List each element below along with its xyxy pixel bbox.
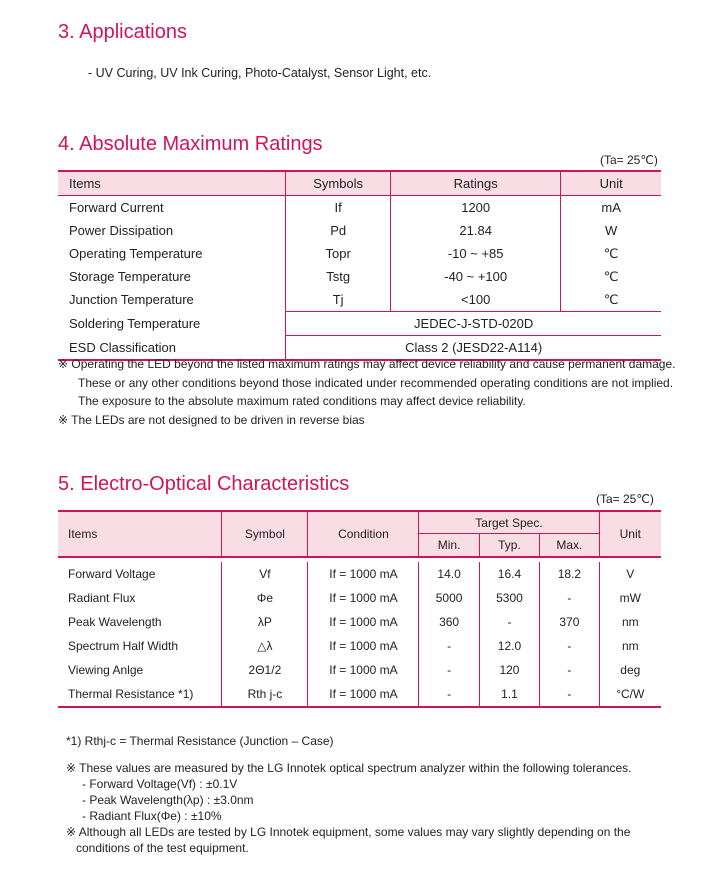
- cell-symbol: Topr: [286, 242, 391, 265]
- cell-min: 360: [419, 610, 479, 634]
- cell-min: -: [419, 634, 479, 658]
- header-items: Items: [58, 511, 222, 557]
- note-line: The exposure to the absolute maximum rated conditions may affect device reliability.: [78, 394, 526, 408]
- cell-typ: 16.4: [479, 562, 539, 586]
- note-line: - Radiant Flux(Φe) : ±10%: [82, 809, 222, 823]
- table-row: [58, 610, 661, 634]
- cell-max: -: [540, 634, 599, 658]
- cell-unit: ℃: [561, 242, 661, 265]
- ratings-condition: (Ta= 25℃): [600, 153, 658, 167]
- cell-symbol: Φe: [222, 586, 308, 610]
- table-row: [58, 682, 661, 707]
- cell-max: 370: [540, 610, 599, 634]
- header-max: Max.: [540, 534, 599, 558]
- cell-symbol: Pd: [286, 219, 391, 242]
- cell-item: Thermal Resistance *1): [58, 682, 222, 707]
- cell-rating: 21.84: [391, 219, 561, 242]
- note-line: ※ These values are measured by the LG Innotek optical spectrum analyzer within the following tolerances.: [66, 761, 632, 775]
- cell-unit: °C/W: [599, 682, 661, 707]
- cell-unit: nm: [599, 610, 661, 634]
- cell-max: -: [540, 682, 599, 707]
- cell-item: Peak Wavelength: [68, 615, 162, 629]
- header-min: Min.: [419, 534, 479, 558]
- cell-rating: <100: [391, 288, 561, 312]
- cell-rating: 1200: [391, 196, 561, 220]
- cell-symbol: If: [286, 196, 391, 220]
- cell-unit: mA: [561, 196, 661, 220]
- cell-max: 18.2: [540, 562, 599, 586]
- electro-optical-table: [58, 510, 661, 708]
- cell-item: Power Dissipation: [69, 223, 174, 238]
- table-row: [58, 288, 661, 312]
- table-row: [58, 562, 661, 586]
- table-row: [58, 196, 661, 220]
- cell-merged-value: JEDEC-J-STD-020D: [286, 312, 661, 336]
- table-row: [58, 265, 661, 288]
- table-row: [58, 658, 661, 682]
- electro-notes: [66, 760, 631, 856]
- cell-condition: If = 1000 mA: [308, 610, 419, 634]
- note-line: These or any other conditions beyond those indicated under recommended operating conditions are not implied.: [78, 375, 674, 390]
- cell-unit: deg: [599, 658, 661, 682]
- header-items: Items: [58, 171, 286, 196]
- header-ratings: Ratings: [391, 171, 561, 196]
- cell-min: 14.0: [419, 562, 479, 586]
- electro-condition: (Ta= 25℃): [596, 492, 654, 506]
- cell-symbol: λP: [222, 610, 308, 634]
- table-row: [58, 586, 661, 610]
- ratings-notes: [58, 355, 676, 429]
- cell-typ: 12.0: [479, 634, 539, 658]
- note-line: ※ The LEDs are not designed to be driven in reverse bias: [58, 412, 365, 427]
- header-condition: Condition: [308, 511, 419, 557]
- cell-symbol: Rth j-c: [222, 682, 308, 707]
- cell-max: -: [540, 658, 599, 682]
- cell-condition: If = 1000 mA: [308, 586, 419, 610]
- cell-unit: W: [561, 219, 661, 242]
- header-symbol: Symbol: [222, 511, 308, 557]
- cell-symbol: Vf: [222, 562, 308, 586]
- table-row: [58, 242, 661, 265]
- ratings-heading: 4. Absolute Maximum Ratings: [58, 133, 323, 155]
- table-row: [58, 312, 661, 336]
- cell-rating: -40 ~ +100: [391, 265, 561, 288]
- cell-typ: 1.1: [479, 682, 539, 707]
- applications-heading: 3. Applications: [58, 21, 187, 43]
- cell-min: -: [419, 682, 479, 707]
- applications-text: - UV Curing, UV Ink Curing, Photo-Catalyst, Sensor Light, etc.: [88, 66, 432, 80]
- absolute-maximum-ratings-table: [58, 170, 661, 361]
- header-target-spec: Target Spec.: [419, 511, 599, 534]
- cell-item: Storage Temperature: [69, 269, 191, 284]
- cell-item: ESD Classification: [58, 336, 286, 361]
- cell-unit: ℃: [561, 265, 661, 288]
- cell-item: Operating Temperature: [69, 246, 203, 261]
- table-header-row: [58, 511, 661, 534]
- cell-max: -: [540, 586, 599, 610]
- cell-condition: If = 1000 mA: [308, 658, 419, 682]
- header-unit: Unit: [599, 511, 661, 557]
- cell-typ: -: [479, 610, 539, 634]
- cell-item: Viewing Anlge: [68, 663, 144, 677]
- cell-item: Forward Current: [69, 200, 164, 215]
- cell-condition: If = 1000 mA: [308, 634, 419, 658]
- cell-item: Spectrum Half Width: [68, 639, 179, 653]
- table-header-row: [58, 171, 661, 196]
- cell-merged-value: Class 2 (JESD22-A114): [286, 336, 661, 361]
- cell-unit: V: [599, 562, 661, 586]
- cell-min: 5000: [419, 586, 479, 610]
- note-line: conditions of the test equipment.: [76, 841, 249, 855]
- cell-symbol: Tstg: [286, 265, 391, 288]
- header-typ: Typ.: [479, 534, 539, 558]
- cell-symbol: 2Θ1/2: [222, 658, 308, 682]
- table-row: [58, 219, 661, 242]
- header-symbols: Symbols: [286, 171, 391, 196]
- cell-typ: 5300: [479, 586, 539, 610]
- cell-unit: mW: [599, 586, 661, 610]
- header-unit: Unit: [561, 171, 661, 196]
- note-line: - Forward Voltage(Vf) : ±0.1V: [82, 777, 238, 791]
- note-line: ※ Although all LEDs are tested by LG Innotek equipment, some values may vary slightly depending on the: [66, 825, 631, 839]
- cell-unit: nm: [599, 634, 661, 658]
- table-row: [58, 634, 661, 658]
- cell-unit: ℃: [561, 288, 661, 312]
- note-line: - Peak Wavelength(λp) : ±3.0nm: [82, 793, 254, 807]
- cell-min: -: [419, 658, 479, 682]
- thermal-footnote: *1) Rthj-c = Thermal Resistance (Junction – Case): [66, 734, 334, 748]
- cell-condition: If = 1000 mA: [308, 682, 419, 707]
- cell-item: Forward Voltage: [68, 567, 156, 581]
- cell-condition: If = 1000 mA: [308, 562, 419, 586]
- cell-symbol: Tj: [286, 288, 391, 312]
- cell-typ: 120: [479, 658, 539, 682]
- note-line: ※ Operating the LED beyond the listed maximum ratings may affect device reliability and cause permanent damage.: [58, 357, 676, 371]
- cell-item: Soldering Temperature: [69, 316, 201, 331]
- cell-item: Radiant Flux: [68, 591, 136, 605]
- electro-optical-heading: 5. Electro-Optical Characteristics: [58, 473, 350, 495]
- cell-rating: -10 ~ +85: [391, 242, 561, 265]
- cell-item: Junction Temperature: [69, 292, 194, 308]
- cell-symbol: △λ: [222, 634, 308, 658]
